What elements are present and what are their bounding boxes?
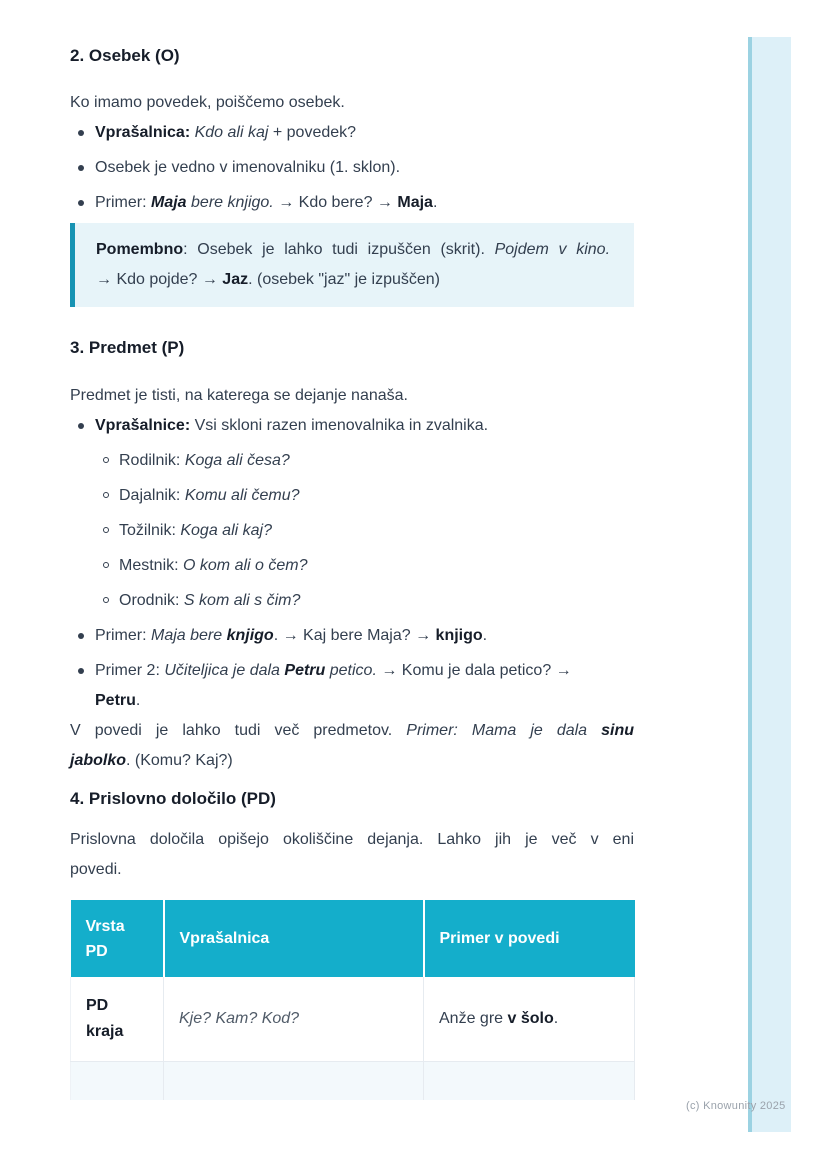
prislovno-paragraph [70,825,634,885]
bold-label: Vprašalnica: [95,124,191,141]
sub-list-item [70,481,634,511]
list-item [70,411,634,441]
circle-bullet-icon [103,492,109,498]
paragraph-line-1: Prislovna določila opišejo okoliščine dejanja. Lahko jih je več v eni [70,831,634,848]
paragraph-line-2: jabolko. (Komu? Kaj?) [70,752,233,769]
list-item [70,153,634,183]
predmet-intro: Predmet je tisti, na katerega se dejanje nanaša. [70,387,408,404]
list-item-text: Primer: Maja bere knjigo. → Kdo bere? → Maja. [95,194,438,211]
table-cell-type: PD kraja [71,977,164,1061]
table-header-vprasalnica: Vprašalnica [164,900,424,977]
callout-line-2: → Kdo pojde? → Jaz. (osebek "jaz" je izpuščen) [96,271,440,288]
section-heading-osebek: 2. Osebek (O) [70,46,180,65]
sub-list-item [70,516,634,546]
bullet-icon [78,668,84,674]
bullet-icon [78,423,84,429]
list-item [70,188,634,218]
callout-bold-label: Pomembno [96,241,184,258]
example-item-text: Primer: Maja bere knjigo. → Kaj bere Maja? → knjigo. [95,627,488,644]
list-item [70,656,634,716]
case-item-text: Rodilnik: Koga ali česa? [119,452,290,469]
list-item-text: Osebek je vedno v imenovalniku (1. sklon). [95,159,401,176]
italic-question: Kdo ali kaj [190,124,269,141]
copyright-note: (c) Knowunity 2025 [686,1100,786,1112]
callout-line-1: Pomembno: Osebek je lahko tudi izpuščen (skrit). Pojdem v kino. [96,241,611,258]
list-item-text: Vprašalnica: Kdo ali kaj + povedek? [95,124,357,141]
paragraph-line-1: V povedi je lahko tudi več predmetov. Primer: Mama je dala sinu [70,722,634,739]
sub-list-item [70,586,634,616]
circle-bullet-icon [103,527,109,533]
bullet-icon [78,165,84,171]
sub-list-item [70,446,634,476]
case-item-text: Orodnik: S kom ali s čim? [119,592,301,609]
pd-table [70,900,635,1100]
important-callout [70,223,634,307]
section-heading-predmet: 3. Predmet (P) [70,338,185,357]
list-item-text: Vprašalnice: Vsi skloni razen imenovalnika in zvalnika. [95,417,489,434]
case-item-text: Dajalnik: Komu ali čemu? [119,487,300,504]
bullet-icon [78,200,84,206]
osebek-list [70,118,634,218]
document-content [70,43,634,1100]
bullet-icon [78,130,84,136]
table-row [71,977,635,1061]
case-item-text: Tožilnik: Koga ali kaj? [119,522,272,539]
circle-bullet-icon [103,457,109,463]
list-item [70,118,634,148]
bullet-icon [78,633,84,639]
circle-bullet-icon [103,597,109,603]
circle-bullet-icon [103,562,109,568]
case-item-text: Mestnik: O kom ali o čem? [119,557,308,574]
osebek-intro: Ko imamo povedek, poiščemo osebek. [70,94,345,111]
sub-list-item [70,551,634,581]
section-heading-prislovno-dolocilo: 4. Prislovno določilo (PD) [70,789,276,808]
table-cell-example: Anže gre v šolo. [424,977,635,1061]
predmet-paragraph [70,716,634,776]
table-header-vrsta-pd: Vrsta PD [71,900,164,977]
table-cell-question: Kje? Kam? Kod? [164,977,424,1061]
paragraph-line-2: povedi. [70,861,122,878]
example2-item-text: Primer 2: Učiteljica je dala Petru petico. → Komu je dala petico? → Petru. [95,662,572,709]
table-header-row [71,900,635,977]
page-edge-band [748,37,791,1132]
list-item [70,621,634,651]
table-header-primer: Primer v povedi [424,900,635,977]
bold-label: Vprašalnice: [95,417,191,434]
table-row-partial [71,1061,635,1100]
predmet-list [70,411,634,716]
